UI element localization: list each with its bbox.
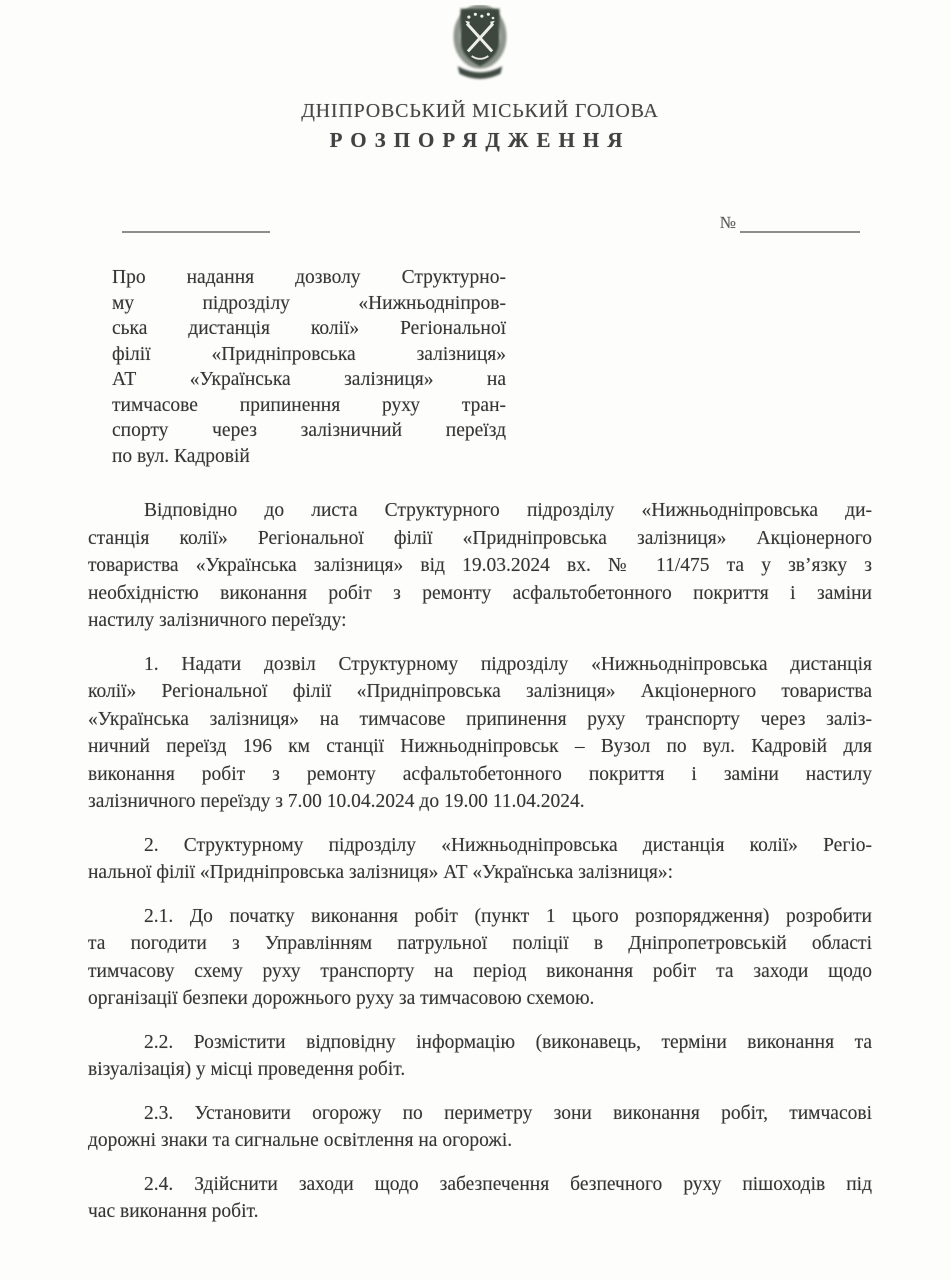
- paragraph-lines: [88, 1100, 872, 1155]
- paragraph-line: ничний переїзд 196 км станції Нижньодніпровськ – Вузол по вул. Кадровій для: [88, 736, 872, 757]
- paragraph: [88, 1100, 872, 1155]
- number-label: №: [719, 213, 736, 232]
- paragraph: [88, 651, 872, 816]
- subject-block: [112, 265, 506, 469]
- reference-row: [88, 211, 872, 233]
- subject-line: ська дистанція колії» Регіональної: [112, 318, 506, 339]
- paragraph-line: 2. Структурному підрозділу «Нижньодніпровська дистанція колії» Регіо-: [144, 834, 872, 856]
- paragraph-lines: [88, 903, 872, 1013]
- paragraph-line: візуалізація) у місці проведення робіт.: [88, 1059, 406, 1080]
- coat-of-arms-icon: [452, 5, 508, 83]
- paragraph-lines: [88, 832, 872, 887]
- paragraph-lines: [88, 1029, 872, 1084]
- paragraph-lines: [88, 1171, 872, 1226]
- number-blank-field: [740, 213, 860, 233]
- document-body: [88, 497, 872, 1226]
- number-group: [720, 213, 860, 233]
- paragraph-line: Відповідно до листа Структурного підрозділу «Нижньодніпровська ди-: [144, 500, 872, 521]
- paragraph-line: та погодити з Управлінням патрульної поліції в Дніпропетровській області: [88, 933, 872, 954]
- paragraph-line: 1. Надати дозвіл Структурному підрозділу «Нижньодніпровська дистанція: [144, 653, 872, 675]
- subject-line: Про надання дозволу Структурно-: [112, 267, 506, 288]
- paragraph-line: товариства «Українська залізниця» від 19.03.2024 вх. № 11/475 та у зв’язку з: [88, 555, 872, 576]
- subject-line: спорту через залізничний переїзд: [112, 420, 506, 441]
- paragraph-line: організації безпеки дорожнього руху за тимчасовою схемою.: [88, 988, 595, 1009]
- paragraph-line: 2.1. До початку виконання робіт (пункт 1 цього розпорядження) розробити: [144, 905, 872, 927]
- paragraph: [88, 1171, 872, 1226]
- authority-title: ДНІПРОВСЬКИЙ МІСЬКИЙ ГОЛОВА: [301, 100, 659, 122]
- paragraph-line: час виконання робіт.: [88, 1201, 259, 1222]
- subject-line: му підрозділу «Нижньодніпров-: [112, 292, 506, 314]
- paragraph-line: нальної філії «Придніпровська залізниця» АТ «Українська залізниця»:: [88, 862, 674, 883]
- paragraph: [88, 1029, 872, 1084]
- paragraph: [88, 903, 872, 1013]
- paragraph-line: дорожні знаки та сигнальне освітлення на огорожі.: [88, 1130, 513, 1151]
- subject-line: по вул. Кадровій: [112, 445, 250, 467]
- subject-line: АТ «Українська залізниця» на: [112, 369, 506, 390]
- paragraph-line: 2.4. Здійснити заходи щодо забезпечення безпечного руху пішоходів під: [144, 1173, 872, 1195]
- paragraph-line: виконання робіт з ремонту асфальтобетонного покриття і заміни настилу: [88, 763, 872, 785]
- paragraph-line: настилу залізничного переїзду:: [88, 610, 347, 631]
- paragraph: [88, 832, 872, 887]
- paragraph-line: залізничного переїзду з 7.00 10.04.2024 до 19.00 11.04.2024.: [88, 791, 585, 812]
- date-blank-field: [122, 213, 270, 233]
- paragraph-line: 2.2. Розмістити відповідну інформацію (виконавець, терміни виконання та: [144, 1031, 872, 1053]
- paragraph-line: 2.3. Установити огорожу по периметру зони виконання робіт, тимчасові: [144, 1102, 872, 1124]
- paragraph-line: необхідністю виконання робіт з ремонту асфальтобетонного покриття і заміни: [88, 582, 872, 604]
- document-type-title: РОЗПОРЯДЖЕННЯ: [329, 128, 631, 152]
- paragraph-lines: [88, 651, 872, 816]
- paragraph-line: «Українська залізниця» на тимчасове припинення руху транспорту через заліз-: [88, 708, 872, 730]
- subject-line: тимчасове припинення руху тран-: [112, 394, 506, 416]
- paragraph-line: станція колії» Регіональної філії «Придніпровська залізниця» Акціонерного: [88, 527, 872, 549]
- paragraph-lines: [88, 497, 872, 635]
- paragraph: [88, 497, 872, 635]
- paragraph-line: тимчасову схему руху транспорту на період виконання робіт та заходи щодо: [88, 960, 872, 982]
- subject-line: філії «Придніпровська залізниця»: [112, 343, 506, 365]
- paragraph-line: колії» Регіональної філії «Придніпровська залізниця» Акціонерного товариства: [88, 681, 872, 702]
